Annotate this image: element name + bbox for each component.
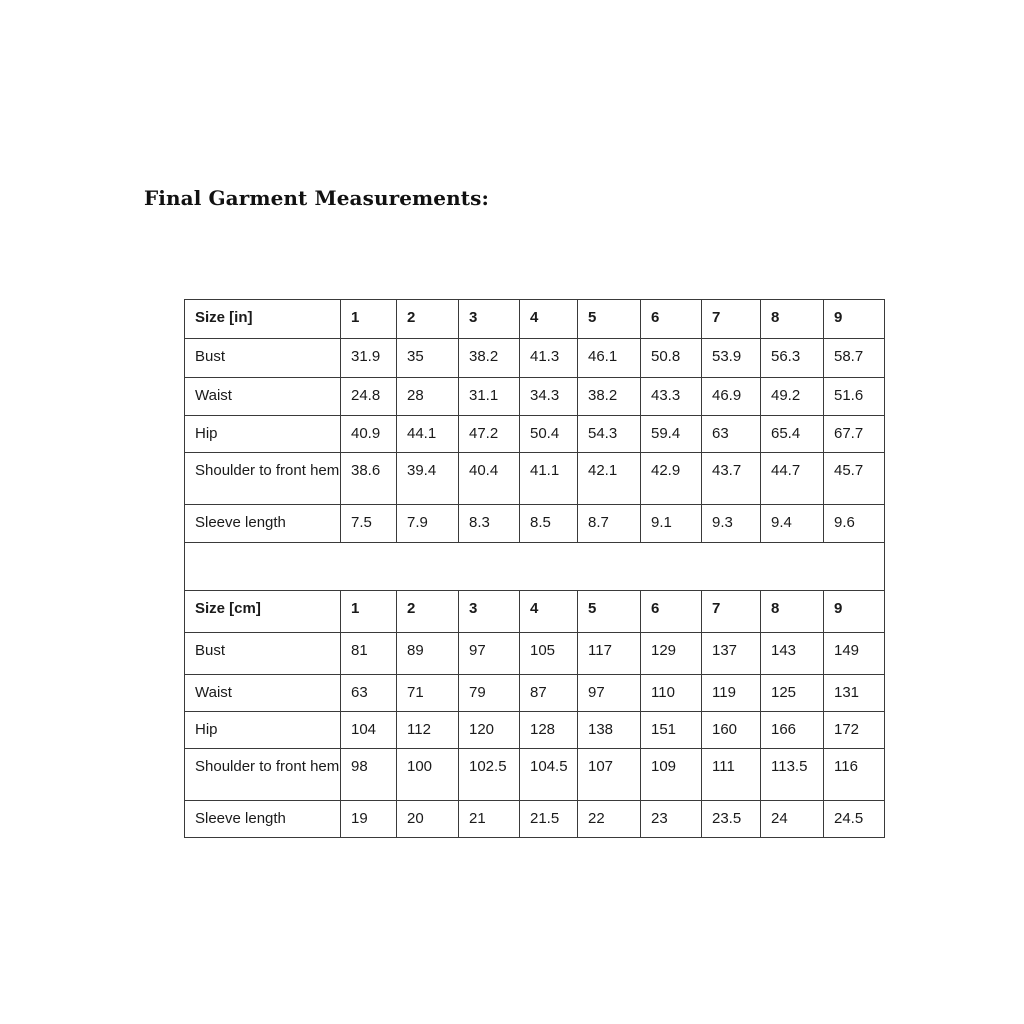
table-cell: 38.6 — [341, 453, 397, 505]
table-cell: 24 — [761, 801, 824, 838]
table-cell: 111 — [702, 749, 761, 801]
header-cell: 1 — [341, 591, 397, 633]
table-cell: 54.3 — [578, 416, 641, 453]
table-cell: 98 — [341, 749, 397, 801]
table-cell: 42.1 — [578, 453, 641, 505]
table-cell: 63 — [702, 416, 761, 453]
table-cell: 102.5 — [459, 749, 520, 801]
table-cell: 23 — [641, 801, 702, 838]
table-cell: 28 — [397, 378, 459, 416]
table-cell: 7.9 — [397, 505, 459, 543]
table-cell: 117 — [578, 633, 641, 675]
table-row — [185, 749, 885, 801]
table-cell: 113.5 — [761, 749, 824, 801]
table-cell: 9.6 — [824, 505, 885, 543]
table-cell: 112 — [397, 712, 459, 749]
table-cell: 21.5 — [520, 801, 578, 838]
table-row — [185, 633, 885, 675]
table-cell: 105 — [520, 633, 578, 675]
row-label: Sleeve length — [185, 505, 341, 543]
header-cell: 9 — [824, 591, 885, 633]
header-cell: 2 — [397, 591, 459, 633]
table-cell: 116 — [824, 749, 885, 801]
table-cell: 46.9 — [702, 378, 761, 416]
table-cell: 89 — [397, 633, 459, 675]
table-cell: 58.7 — [824, 339, 885, 378]
table-cell: 43.7 — [702, 453, 761, 505]
table-cell: 104.5 — [520, 749, 578, 801]
spacer-cell — [185, 543, 885, 591]
table-cell: 45.7 — [824, 453, 885, 505]
table-cell: 9.4 — [761, 505, 824, 543]
table-cell: 34.3 — [520, 378, 578, 416]
table-cell: 46.1 — [578, 339, 641, 378]
header-cell: 6 — [641, 300, 702, 339]
table-cell: 50.8 — [641, 339, 702, 378]
table-cell: 8.5 — [520, 505, 578, 543]
table-cell: 51.6 — [824, 378, 885, 416]
table-cell: 128 — [520, 712, 578, 749]
table-cell: 38.2 — [459, 339, 520, 378]
table-cell: 43.3 — [641, 378, 702, 416]
row-label: Bust — [185, 339, 341, 378]
header-cell: 1 — [341, 300, 397, 339]
table-row — [185, 675, 885, 712]
table-cell: 131 — [824, 675, 885, 712]
page-title: Final Garment Measurements: — [144, 186, 489, 210]
table-row — [185, 712, 885, 749]
table-cell: 107 — [578, 749, 641, 801]
inches-header-row — [185, 300, 885, 339]
table-cell: 109 — [641, 749, 702, 801]
table-cell: 44.1 — [397, 416, 459, 453]
row-label: Waist — [185, 378, 341, 416]
table-cell: 53.9 — [702, 339, 761, 378]
table-cell: 31.1 — [459, 378, 520, 416]
table-row — [185, 416, 885, 453]
table-cell: 129 — [641, 633, 702, 675]
table-cell: 160 — [702, 712, 761, 749]
table-cell: 35 — [397, 339, 459, 378]
row-label: Sleeve length — [185, 801, 341, 838]
table-cell: 149 — [824, 633, 885, 675]
row-label: Bust — [185, 633, 341, 675]
header-cell: 9 — [824, 300, 885, 339]
table-cell: 23.5 — [702, 801, 761, 838]
table-cell: 21 — [459, 801, 520, 838]
spacer-row — [185, 543, 885, 591]
table-row — [185, 505, 885, 543]
cm-header-row — [185, 591, 885, 633]
table-row — [185, 453, 885, 505]
measurements-table — [184, 299, 885, 838]
table-cell: 63 — [341, 675, 397, 712]
table-cell: 38.2 — [578, 378, 641, 416]
table-cell: 119 — [702, 675, 761, 712]
header-cell: 8 — [761, 300, 824, 339]
table-cell: 97 — [459, 633, 520, 675]
table-cell: 24.8 — [341, 378, 397, 416]
table-cell: 42.9 — [641, 453, 702, 505]
table-cell: 44.7 — [761, 453, 824, 505]
table-cell: 110 — [641, 675, 702, 712]
header-cell: 6 — [641, 591, 702, 633]
table-cell: 56.3 — [761, 339, 824, 378]
table-cell: 137 — [702, 633, 761, 675]
table-cell: 81 — [341, 633, 397, 675]
table-row — [185, 801, 885, 838]
table-row — [185, 339, 885, 378]
table-cell: 49.2 — [761, 378, 824, 416]
table-cell: 87 — [520, 675, 578, 712]
table-cell: 172 — [824, 712, 885, 749]
table-cell: 104 — [341, 712, 397, 749]
table-cell: 40.9 — [341, 416, 397, 453]
table-cell: 39.4 — [397, 453, 459, 505]
table-cell: 40.4 — [459, 453, 520, 505]
table-cell: 41.1 — [520, 453, 578, 505]
table-cell: 47.2 — [459, 416, 520, 453]
row-label: Shoulder to front hem — [185, 453, 341, 505]
table-cell: 71 — [397, 675, 459, 712]
header-cell: 5 — [578, 300, 641, 339]
table-cell: 143 — [761, 633, 824, 675]
table-cell: 8.3 — [459, 505, 520, 543]
header-cell: 4 — [520, 591, 578, 633]
table-row — [185, 378, 885, 416]
table-cell: 24.5 — [824, 801, 885, 838]
header-cell: 3 — [459, 591, 520, 633]
table-cell: 151 — [641, 712, 702, 749]
table-cell: 79 — [459, 675, 520, 712]
table-cell: 59.4 — [641, 416, 702, 453]
header-cell: 7 — [702, 300, 761, 339]
header-cell: 4 — [520, 300, 578, 339]
table-cell: 41.3 — [520, 339, 578, 378]
header-cell: 5 — [578, 591, 641, 633]
row-label: Hip — [185, 712, 341, 749]
table-cell: 65.4 — [761, 416, 824, 453]
header-cell: 3 — [459, 300, 520, 339]
table-cell: 97 — [578, 675, 641, 712]
table-cell: 138 — [578, 712, 641, 749]
table-cell: 9.1 — [641, 505, 702, 543]
table-cell: 125 — [761, 675, 824, 712]
row-label: Waist — [185, 675, 341, 712]
table-cell: 9.3 — [702, 505, 761, 543]
row-label: Hip — [185, 416, 341, 453]
table-cell: 19 — [341, 801, 397, 838]
header-cell: Size [cm] — [185, 591, 341, 633]
row-label: Shoulder to front hem — [185, 749, 341, 801]
header-cell: 7 — [702, 591, 761, 633]
table-cell: 7.5 — [341, 505, 397, 543]
table-cell: 50.4 — [520, 416, 578, 453]
table-cell: 100 — [397, 749, 459, 801]
header-cell: 8 — [761, 591, 824, 633]
table-cell: 8.7 — [578, 505, 641, 543]
table-cell: 22 — [578, 801, 641, 838]
table-cell: 166 — [761, 712, 824, 749]
table-cell: 120 — [459, 712, 520, 749]
table-cell: 20 — [397, 801, 459, 838]
header-cell: 2 — [397, 300, 459, 339]
table-cell: 31.9 — [341, 339, 397, 378]
table-cell: 67.7 — [824, 416, 885, 453]
header-cell: Size [in] — [185, 300, 341, 339]
